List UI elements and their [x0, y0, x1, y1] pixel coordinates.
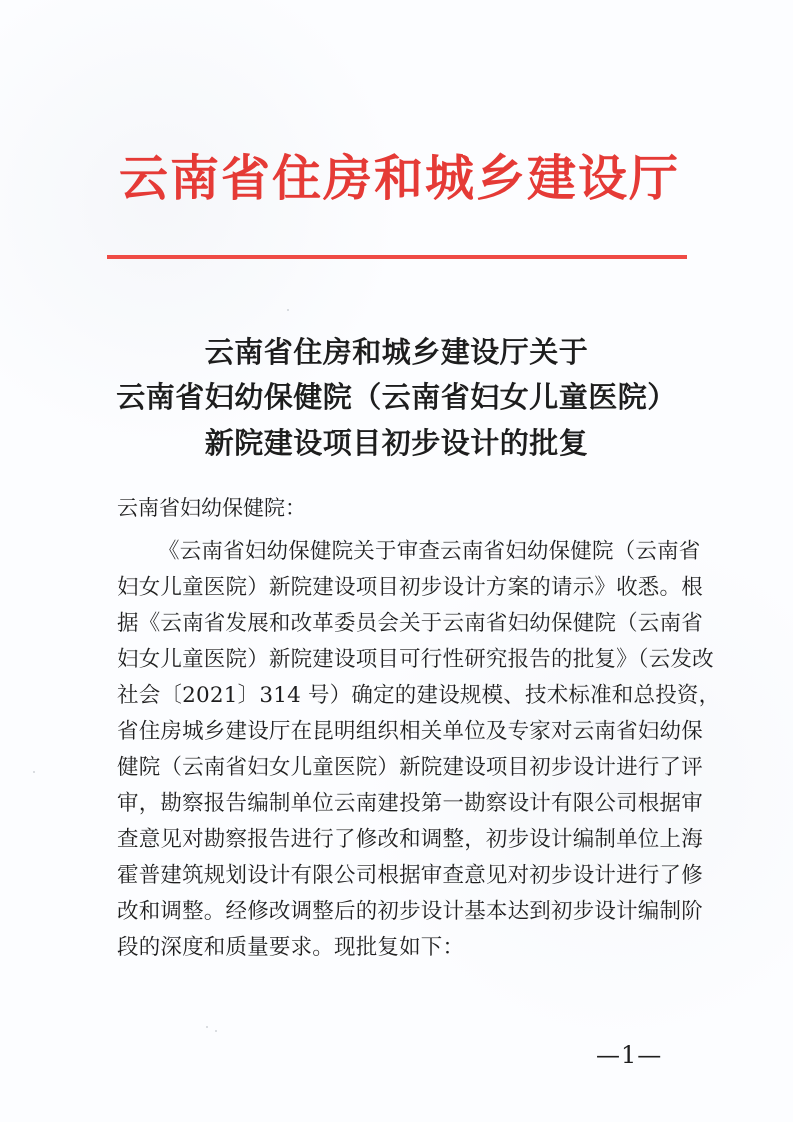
body-text-line: 改和调整。经修改调整后的初步设计基本达到初步设计编制阶: [117, 899, 703, 924]
body-text-line: 省住房城乡建设厅在昆明组织相关单位及专家对云南省妇幼保: [117, 719, 703, 744]
agency-title: 云南省住房和城乡建设厅: [118, 149, 680, 207]
body-text-line: 段的深度和质量要求。现批复如下：: [117, 935, 465, 960]
addressee: 云南省妇幼保健院：: [117, 496, 306, 520]
body-text-line: 妇女儿童医院）新院建设项目初步设计方案的请示》收悉。根: [117, 575, 703, 600]
body-text-line: 据《云南省发展和改革委员会关于云南省妇幼保健院（云南省: [117, 611, 703, 636]
body-text-line: 查意见对勘察报告进行了修改和调整，初步设计编制单位上海: [117, 827, 703, 852]
body-text-line: 霍普建筑规划设计有限公司根据审查意见对初步设计进行了修: [117, 863, 703, 888]
scan-speck: [206, 1026, 208, 1028]
body-text-line: 社会〔2021〕314 号）确定的建设规模、技术标准和总投资，: [117, 683, 721, 708]
document-title-line-2: 云南省妇幼保健院（云南省妇女儿童医院）: [116, 380, 677, 414]
scan-speck: [215, 1030, 217, 1032]
body-text-line: 《云南省妇幼保健院关于审查云南省妇幼保健院（云南省: [158, 539, 701, 564]
scan-speck: [33, 771, 35, 773]
document-title-line-1: 云南省住房和城乡建设厅关于: [204, 335, 589, 369]
page-number: —1—: [596, 1041, 663, 1069]
document-title-line-3: 新院建设项目初步设计的批复: [204, 426, 589, 460]
scan-speck: [287, 309, 289, 311]
body-text-line: 审，勘察报告编制单位云南建投第一勘察设计有限公司根据审: [117, 791, 703, 816]
body-text-line: 妇女儿童医院）新院建设项目可行性研究报告的批复》（云发改: [117, 647, 714, 672]
red-header-rule: [107, 255, 687, 259]
body-text-line: 健院（云南省妇女儿童医院）新院建设项目初步设计进行了评: [117, 755, 703, 780]
